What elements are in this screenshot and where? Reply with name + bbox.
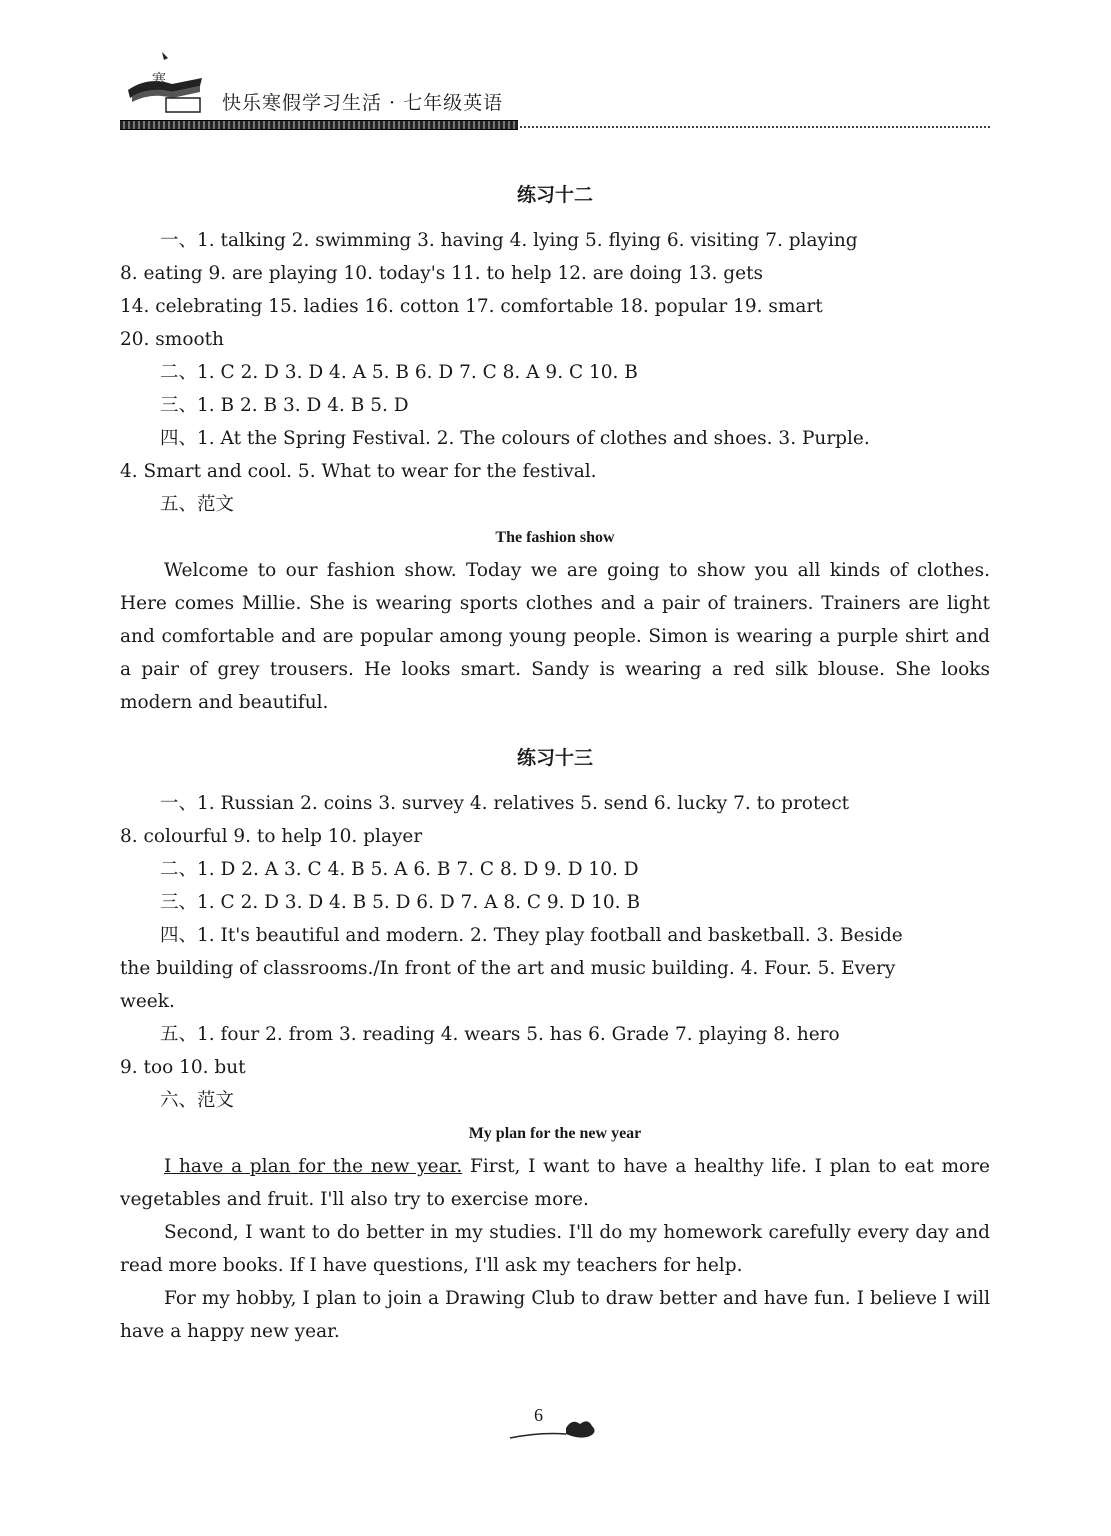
answer-line: 三、1. C 2. D 3. D 4. B 5. D 6. D 7. A 8. C 9. D 10. B: [160, 892, 641, 913]
essay-first-rest: First, I want to have a healthy life. I plan to eat more vegetables and fruit. I'll also try to exercise more.: [120, 1156, 990, 1210]
answer-line: 二、1. D 2. A 3. C 4. B 5. A 6. B 7. C 8. D 9. D 10. D: [160, 859, 639, 880]
answer-line: 8. colourful 9. to help 10. player: [120, 826, 423, 847]
answer-line: 三、1. B 2. B 3. D 4. B 5. D: [160, 395, 409, 416]
answer-line: 二、1. C 2. D 3. D 4. A 5. B 6. D 7. C 8. A 9. C 10. B: [160, 362, 638, 383]
essay-title-new-year-plan: My plan for the new year: [468, 1125, 642, 1142]
answers-12: [120, 224, 990, 521]
section-title-12: 练习十二: [516, 184, 593, 206]
book-logo-icon: [122, 50, 212, 116]
answer-content: [120, 170, 990, 1348]
answer-line: 六、范文: [160, 1090, 235, 1111]
essay-new-year-plan: [120, 1150, 990, 1348]
answer-line: week.: [120, 991, 175, 1012]
header-rule: [120, 120, 518, 130]
section-title-13: 练习十三: [516, 747, 593, 769]
page-swash-icon: [508, 1408, 600, 1444]
answer-line: 四、1. It's beautiful and modern. 2. They play football and basketball. 3. Beside: [160, 925, 903, 946]
essay-paragraph: Welcome to our fashion show. Today we are going to show you all kinds of clothes. Here comes Millie. She is wearing sports clothes and a pair of trainers. Trainers are light and comfortable and are popular among young people. Simon is wearing a purple shirt and a pair of grey trousers. He looks smart. Sandy is wearing a red silk blouse. She looks modern and beautiful.: [120, 560, 990, 713]
answer-line: 五、1. four 2. from 3. reading 4. wears 5. has 6. Grade 7. playing 8. hero: [160, 1024, 840, 1045]
answer-line: the building of classrooms./In front of the art and music building. 4. Four. 5. Every: [120, 958, 896, 979]
answer-line: 四、1. At the Spring Festival. 2. The colours of clothes and shoes. 3. Purple.: [160, 428, 870, 449]
answer-line: 14. celebrating 15. ladies 16. cotton 17. comfortable 18. popular 19. smart: [120, 296, 823, 317]
answer-line: 一、1. talking 2. swimming 3. having 4. lying 5. flying 6. visiting 7. playing: [160, 230, 858, 251]
answer-line: 4. Smart and cool. 5. What to wear for the festival.: [120, 461, 597, 482]
essay-paragraph: Second, I want to do better in my studies. I'll do my homework carefully every day and read more books. If I have questions, I'll ask my teachers for help.: [120, 1222, 990, 1276]
header-dotted-rule: [520, 126, 990, 128]
essay-paragraph: [120, 1150, 990, 1216]
answers-13: [120, 787, 990, 1117]
answer-line: 20. smooth: [120, 329, 224, 350]
essay-paragraph: For my hobby, I plan to join a Drawing Club to draw better and have fun. I believe I will have a happy new year.: [120, 1288, 990, 1342]
answer-line: 五、范文: [160, 494, 235, 515]
answer-line: 一、1. Russian 2. coins 3. survey 4. relatives 5. send 6. lucky 7. to protect: [160, 793, 850, 814]
essay-underlined-sentence: I have a plan for the new year.: [164, 1156, 463, 1177]
logo-text: 寒: [152, 72, 166, 88]
essay-fashion-show: [120, 554, 990, 719]
header-title: 快乐寒假学习生活 · 七年级英语: [222, 92, 504, 114]
answer-line: 8. eating 9. are playing 10. today's 11. to help 12. are doing 13. gets: [120, 263, 764, 284]
answer-line: 9. too 10. but: [120, 1057, 246, 1078]
page-number: 6: [534, 1405, 543, 1425]
essay-title-fashion-show: The fashion show: [495, 529, 615, 546]
